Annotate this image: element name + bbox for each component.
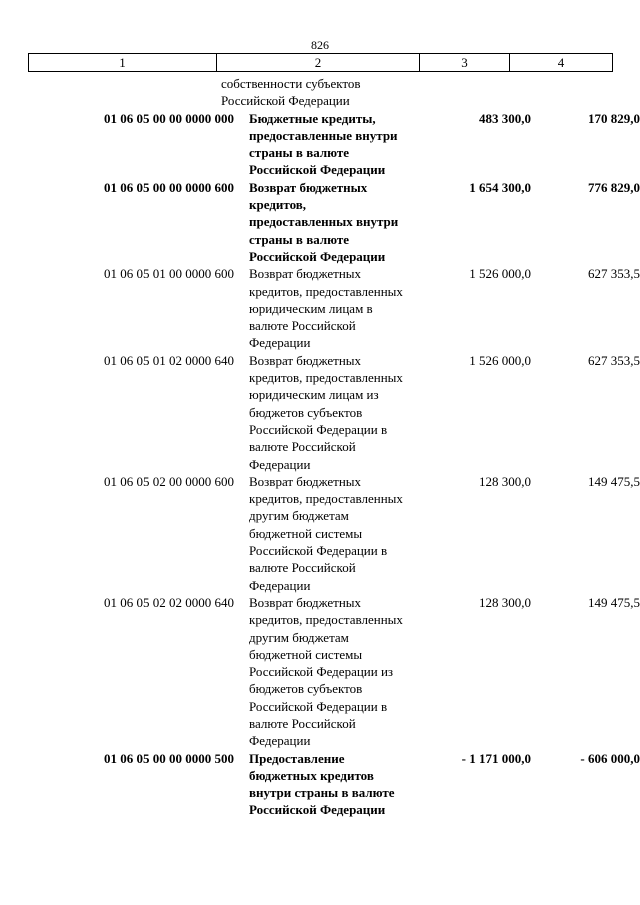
amount-column-3: 1 526 000,0 xyxy=(469,352,531,368)
description-line: Федерации xyxy=(249,577,311,593)
amount-column-3: 1 654 300,0 xyxy=(469,179,531,195)
amount-column-4: 170 829,0 xyxy=(588,110,640,126)
description-line: другим бюджетам xyxy=(249,508,349,524)
budget-code: 01 06 05 02 00 0000 600 xyxy=(104,473,234,489)
table-row xyxy=(28,473,640,594)
amount-column-4: 776 829,0 xyxy=(588,179,640,195)
amount-column-4: 627 353,5 xyxy=(588,266,640,282)
amount-column-3: 128 300,0 xyxy=(479,473,531,489)
budget-code: 01 06 05 01 00 0000 600 xyxy=(104,266,234,282)
budget-description xyxy=(246,179,446,265)
description-line: бюджетов субъектов xyxy=(249,681,363,697)
page-number: 826 xyxy=(311,38,329,52)
description-line: другим бюджетам xyxy=(249,629,349,645)
column-header-4: 4 xyxy=(510,54,613,72)
description-line: бюджетной системы xyxy=(249,646,363,662)
description-line: Предоставление xyxy=(249,750,345,766)
table-row xyxy=(28,265,640,351)
description-line: валюте Российской xyxy=(249,439,356,455)
budget-table-body xyxy=(0,75,640,819)
column-header-table xyxy=(28,53,613,72)
description-line: бюджетных кредитов xyxy=(249,767,374,783)
budget-code: 01 06 05 00 00 0000 600 xyxy=(104,179,234,195)
description-line: бюджетов субъектов xyxy=(249,404,363,420)
description-line: кредитов, предоставленных xyxy=(249,283,403,299)
amount-column-4: 149 475,5 xyxy=(588,473,640,489)
description-line: кредитов, предоставленных xyxy=(249,370,403,386)
description-line: кредитов, предоставленных xyxy=(249,491,403,507)
description-line: Федерации xyxy=(249,335,311,351)
budget-rows xyxy=(0,110,640,819)
description-line: Российской Федерации xyxy=(249,248,386,264)
table-row xyxy=(28,352,640,473)
description-line: Возврат бюджетных xyxy=(249,473,362,489)
description-line: валюте Российской xyxy=(249,318,356,334)
budget-code: 01 06 05 02 02 0000 640 xyxy=(104,594,234,610)
description-line: Российской Федерации в xyxy=(249,543,388,559)
description-line: валюте Российской xyxy=(249,715,356,731)
description-line: Возврат бюджетных xyxy=(249,266,362,282)
description-line: Возврат бюджетных xyxy=(249,179,368,195)
description-line: юридическим лицам в xyxy=(249,300,373,316)
description-line: внутри страны в валюте xyxy=(249,785,395,801)
amount-column-4: 149 475,5 xyxy=(588,594,640,610)
description-line: страны в валюте xyxy=(249,231,350,247)
amount-column-3: 1 526 000,0 xyxy=(469,266,531,282)
continued-description-line: собственности субъектов xyxy=(221,76,361,91)
description-line: Российской Федерации в xyxy=(249,421,388,437)
description-line: Федерации xyxy=(249,456,311,472)
amount-column-3: 483 300,0 xyxy=(479,110,531,126)
column-header-3: 3 xyxy=(420,54,510,72)
description-line: предоставленных внутри xyxy=(249,214,399,230)
budget-code: 01 06 05 00 00 0000 000 xyxy=(104,110,234,126)
table-row xyxy=(28,179,640,265)
continued-description-line: Российской Федерации xyxy=(221,93,350,109)
budget-description xyxy=(246,352,446,473)
description-line: Российской Федерации xyxy=(249,162,386,178)
description-line: Российской Федерации в xyxy=(249,698,388,714)
description-line: предоставленные внутри xyxy=(249,127,398,143)
description-line: Возврат бюджетных xyxy=(249,594,362,610)
column-header-1: 1 xyxy=(29,54,217,72)
amount-column-3: 128 300,0 xyxy=(479,594,531,610)
amount-column-4: 627 353,5 xyxy=(588,352,640,368)
amount-column-4: - 606 000,0 xyxy=(580,750,640,766)
description-line: Российской Федерации xyxy=(249,802,386,818)
description-line: кредитов, предоставленных xyxy=(249,612,403,628)
budget-description xyxy=(246,594,446,750)
budget-description xyxy=(246,265,446,351)
description-line: Российской Федерации из xyxy=(249,664,394,680)
budget-description xyxy=(246,110,446,179)
description-line: юридическим лицам из xyxy=(249,387,379,403)
column-header-2: 2 xyxy=(217,54,420,72)
budget-code: 01 06 05 01 02 0000 640 xyxy=(104,352,234,368)
amount-column-3: - 1 171 000,0 xyxy=(461,750,531,766)
budget-description xyxy=(246,473,446,594)
description-line: бюджетной системы xyxy=(249,525,363,541)
table-row xyxy=(28,110,640,179)
description-line: страны в валюте xyxy=(249,145,350,161)
description-line: Бюджетные кредиты, xyxy=(249,110,376,126)
budget-description xyxy=(246,750,446,819)
continued-description xyxy=(221,75,640,110)
description-line: валюте Российской xyxy=(249,560,356,576)
description-line: кредитов, xyxy=(249,197,307,213)
description-line: Возврат бюджетных xyxy=(249,352,362,368)
budget-code: 01 06 05 00 00 0000 500 xyxy=(104,750,234,766)
description-line: Федерации xyxy=(249,733,311,749)
table-row xyxy=(28,750,640,819)
table-row xyxy=(28,594,640,750)
